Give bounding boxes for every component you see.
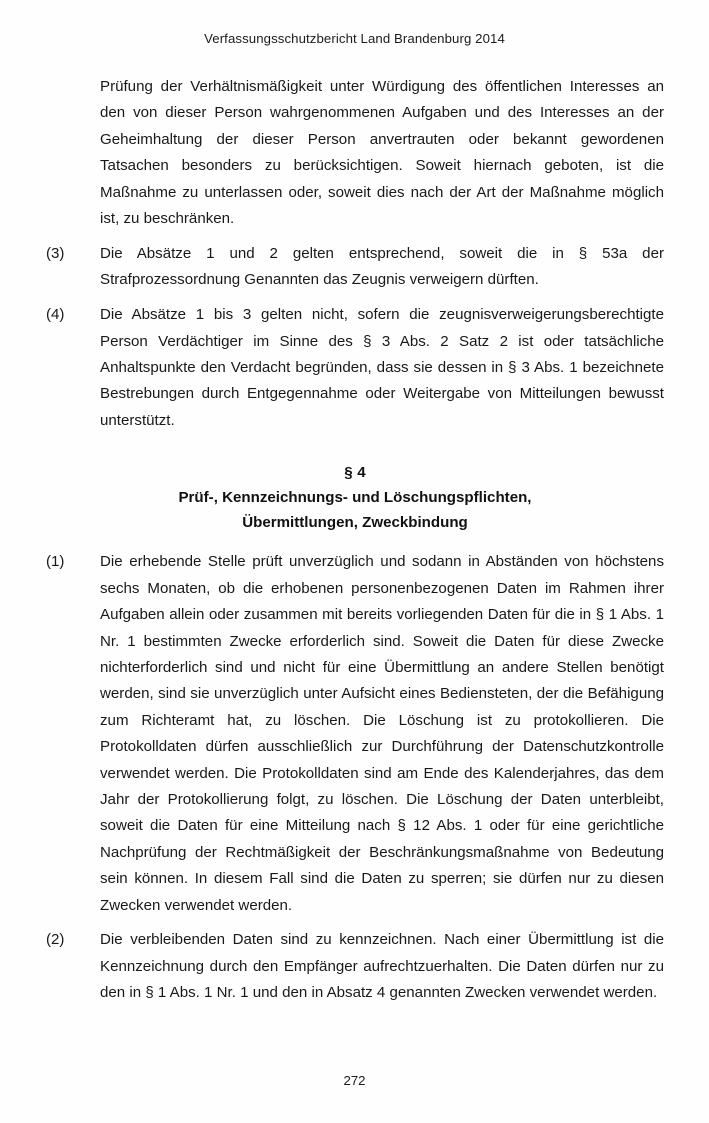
section-heading-title-line-2: Übermittlungen, Zweckbindung (242, 514, 468, 532)
running-head: Verfassungsschutzbericht Land Brandenburg 2014 (204, 31, 505, 46)
continuation-paragraph (46, 74, 664, 232)
paragraph-3-text: Die Absätze 1 und 2 gelten entsprechend, soweit die in § 53a der Strafprozessordnung Genannten das Zeugnis verweigern dürften. (100, 244, 664, 289)
continuation-paragraph-text: Prüfung der Verhältnismäßigkeit unter Würdigung des öffentlichen Interesses an den von dieser Person wahrgenommenen Aufgaben und des Interesses an der Geheimhaltung der dieser Person anvertrauten oder bekannt gewordenen Tatsachen besonders zu berücksichtigen. Soweit hiernach geboten, ist die Maßnahme zu unterlassen oder, soweit dies nach der Art der Maßnahme möglich ist, zu beschränken. (100, 78, 664, 228)
paragraph-2-number: (2) (46, 931, 65, 949)
page-number: 272 (343, 1073, 366, 1088)
paragraph-3 (46, 241, 664, 294)
section-heading-title-line-1: Prüf-, Kennzeichnungs- und Löschungspflichten, (178, 489, 532, 507)
paragraph-4-text: Die Absätze 1 bis 3 gelten nicht, sofern die zeugnisverweigerungsberechtigte Person Verdächtiger im Sinne des § 3 Abs. 2 Satz 2 ist oder tatsächliche Anhaltspunkte den Verdacht begründen, dass sie dessen in § 3 Abs. 1 bezeichnete Bestrebungen durch Entgegennahme oder Weitergabe von Mitteilungen bewusst unterstützt. (100, 306, 664, 429)
paragraph-1-number: (1) (46, 553, 65, 571)
paragraph-4 (46, 302, 664, 434)
paragraph-1-text: Die erhebende Stelle prüft unverzüglich und sodann in Abständen von höchstens sechs Monaten, ob die erhobenen personenbezogenen Daten im Rahmen ihrer Aufgaben allein oder zusammen mit bereits vorliegenden Daten für die in § 1 Abs. 1 Nr. 1 bestimmten Zwecke erforderlich sind. Soweit die Daten für diese Zwecke nichterforderlich sind und nicht für eine Übermittlung an andere Stellen benötigt werden, sind sie unverzüglich unter Aufsicht eines Bediensteten, der die Befähigung zum Richteramt hat, zu löschen. Die Löschung ist zu protokollieren. Die Protokolldaten dürfen ausschließlich zur Durchführung der Datenschutzkontrolle verwendet werden. Die Protokolldaten sind am Ende des Kalenderjahres, das dem Jahr der Protokollierung folgt, zu löschen. Die Löschung der Daten unterbleibt, soweit die Daten für eine Mitteilung nach § 12 Abs. 1 oder für eine gerichtliche Nachprüfung der Rechtmäßigkeit der Beschränkungsmaßnahme von Bedeutung sein können. In diesem Fall sind die Daten zu sperren; sie dürfen nur zu diesen Zwecken verwendet werden. (100, 553, 664, 914)
section-heading-sign: § 4 (344, 464, 366, 482)
paragraph-4-number: (4) (46, 306, 65, 324)
paragraph-3-number: (3) (46, 244, 65, 262)
paragraph-1 (46, 549, 664, 919)
section-heading (46, 460, 664, 535)
paragraph-2 (46, 927, 664, 1006)
paragraph-2-text: Die verbleibenden Daten sind zu kennzeichnen. Nach einer Übermittlung ist die Kennzeichnung durch den Empfänger aufrechtzuerhalten. Die Daten dürfen nur zu den in § 1 Abs. 1 Nr. 1 und den in Absatz 4 genannten Zwecken verwendet werden. (100, 931, 664, 1002)
body-text-column (46, 74, 664, 1007)
